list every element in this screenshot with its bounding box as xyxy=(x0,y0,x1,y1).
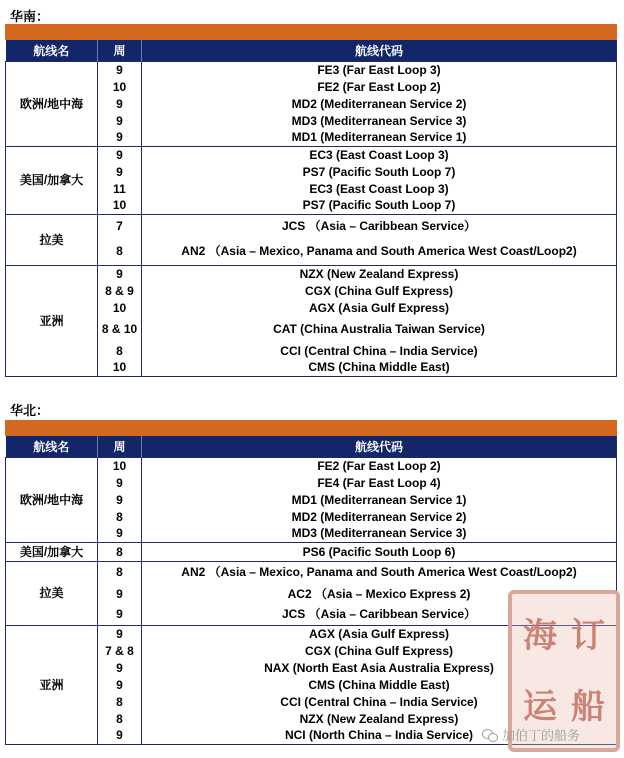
table-row xyxy=(6,96,617,113)
week-cell: 9 xyxy=(98,266,142,283)
table-row xyxy=(6,79,617,96)
south-orange-bar xyxy=(5,24,617,40)
week-cell: 8 xyxy=(98,562,142,584)
north-section-title: 华北： xyxy=(10,403,50,418)
route-code-cell: PS7 (Pacific South Loop 7) xyxy=(142,198,617,215)
table-row xyxy=(6,181,617,198)
route-code-cell: CMS (China Middle East) xyxy=(142,360,617,377)
route-code-cell: AC2 （Asia – Mexico Express 2) xyxy=(142,584,617,605)
route-code-cell: NZX (New Zealand Express) xyxy=(142,711,617,728)
week-cell: 10 xyxy=(98,79,142,96)
south-section-title: 华南： xyxy=(10,9,50,24)
header-week: 周 xyxy=(98,40,142,62)
header-route-code: 航线代码 xyxy=(142,40,617,62)
week-cell: 9 xyxy=(98,492,142,509)
table-row xyxy=(6,147,617,164)
week-cell: 8 xyxy=(98,343,142,360)
route-code-cell: CCI (Central China – India Service) xyxy=(142,343,617,360)
week-cell: 9 xyxy=(98,526,142,543)
route-code-cell: PS7 (Pacific South Loop 7) xyxy=(142,164,617,181)
route-code-cell: EC3 (East Coast Loop 3) xyxy=(142,181,617,198)
week-cell: 9 xyxy=(98,62,142,79)
seal-char: 海 xyxy=(523,615,557,656)
week-cell: 7 xyxy=(98,215,142,239)
table-row xyxy=(6,343,617,360)
route-code-cell: CAT (China Australia Taiwan Service) xyxy=(142,317,617,343)
route-code-cell: AN2 （Asia – Mexico, Panama and South America West Coast/Loop2) xyxy=(142,239,617,266)
week-cell: 10 xyxy=(98,360,142,377)
region-cell: 拉美 xyxy=(6,215,98,266)
week-cell: 9 xyxy=(98,96,142,113)
region-cell: 美国/加拿大 xyxy=(6,147,98,215)
week-cell: 8 xyxy=(98,543,142,562)
week-cell: 8 & 10 xyxy=(98,317,142,343)
week-cell: 9 xyxy=(98,605,142,626)
table-row xyxy=(6,198,617,215)
route-code-cell: AN2 （Asia – Mexico, Panama and South America West Coast/Loop2) xyxy=(142,562,617,584)
week-cell: 9 xyxy=(98,164,142,181)
week-cell: 9 xyxy=(98,113,142,130)
region-cell: 欧洲/地中海 xyxy=(6,458,98,543)
week-cell: 10 xyxy=(98,458,142,475)
table-row xyxy=(6,283,617,300)
region-cell: 拉美 xyxy=(6,562,98,626)
table-row xyxy=(6,458,617,475)
south-route-table xyxy=(5,40,617,377)
seal-char: 运 xyxy=(523,686,557,727)
week-cell: 11 xyxy=(98,181,142,198)
week-cell: 8 xyxy=(98,509,142,526)
table-row xyxy=(6,62,617,79)
route-code-cell: FE3 (Far East Loop 3) xyxy=(142,62,617,79)
table-row xyxy=(6,300,617,317)
route-code-cell: CMS (China Middle East) xyxy=(142,677,617,694)
week-cell: 7 & 8 xyxy=(98,643,142,660)
week-cell: 9 xyxy=(98,130,142,147)
week-cell: 9 xyxy=(98,147,142,164)
week-cell: 9 xyxy=(98,728,142,745)
route-code-cell: MD3 (Mediterranean Service 3) xyxy=(142,113,617,130)
north-orange-bar xyxy=(5,420,617,436)
south-table-block xyxy=(5,24,617,377)
table-row xyxy=(6,360,617,377)
table-row xyxy=(6,266,617,283)
region-cell: 亚洲 xyxy=(6,266,98,377)
route-code-cell: MD3 (Mediterranean Service 3) xyxy=(142,526,617,543)
south-table-body xyxy=(6,62,617,377)
header-route-name: 航线名 xyxy=(6,436,98,458)
route-code-cell: AGX (Asia Gulf Express) xyxy=(142,300,617,317)
route-code-cell: CGX (China Gulf Express) xyxy=(142,283,617,300)
route-code-cell: MD1 (Mediterranean Service 1) xyxy=(142,492,617,509)
route-code-cell: FE2 (Far East Loop 2) xyxy=(142,458,617,475)
header-week: 周 xyxy=(98,436,142,458)
route-code-cell: MD2 (Mediterranean Service 2) xyxy=(142,509,617,526)
week-cell: 8 & 9 xyxy=(98,283,142,300)
table-header-row xyxy=(6,40,617,62)
table-row xyxy=(6,562,617,584)
table-row xyxy=(6,526,617,543)
table-row xyxy=(6,215,617,239)
table-row xyxy=(6,113,617,130)
route-code-cell: AGX (Asia Gulf Express) xyxy=(142,626,617,643)
route-code-cell: EC3 (East Coast Loop 3) xyxy=(142,147,617,164)
route-code-cell: CGX (China Gulf Express) xyxy=(142,643,617,660)
header-route-code: 航线代码 xyxy=(142,436,617,458)
table-row xyxy=(6,164,617,181)
table-row xyxy=(6,543,617,562)
route-code-cell: NAX (North East Asia Australia Express) xyxy=(142,660,617,677)
wechat-watermark xyxy=(482,725,580,744)
route-code-cell: MD1 (Mediterranean Service 1) xyxy=(142,130,617,147)
week-cell: 9 xyxy=(98,626,142,643)
week-cell: 8 xyxy=(98,239,142,266)
route-code-cell: JCS （Asia – Caribbean Service） xyxy=(142,215,617,239)
table-row xyxy=(6,239,617,266)
route-code-cell: MD2 (Mediterranean Service 2) xyxy=(142,96,617,113)
route-code-cell: JCS （Asia – Caribbean Service） xyxy=(142,605,617,626)
week-cell: 8 xyxy=(98,694,142,711)
week-cell: 9 xyxy=(98,660,142,677)
route-code-cell: FE2 (Far East Loop 2) xyxy=(142,79,617,96)
seal-char: 船 xyxy=(571,686,605,727)
table-row xyxy=(6,130,617,147)
table-row xyxy=(6,317,617,343)
wechat-icon xyxy=(482,728,498,742)
week-cell: 9 xyxy=(98,475,142,492)
route-code-cell: CCI (Central China – India Service) xyxy=(142,694,617,711)
route-code-cell: NZX (New Zealand Express) xyxy=(142,266,617,283)
region-cell: 欧洲/地中海 xyxy=(6,62,98,147)
header-route-name: 航线名 xyxy=(6,40,98,62)
route-code-cell: PS6 (Pacific South Loop 6) xyxy=(142,543,617,562)
table-row xyxy=(6,509,617,526)
table-header-row xyxy=(6,436,617,458)
table-row xyxy=(6,475,617,492)
route-code-cell: NCI (North China – India Service) xyxy=(142,728,617,745)
week-cell: 10 xyxy=(98,300,142,317)
region-cell: 亚洲 xyxy=(6,626,98,745)
table-row xyxy=(6,492,617,509)
week-cell: 10 xyxy=(98,198,142,215)
watermark-text: 加伯丁的船务 xyxy=(502,728,581,743)
route-code-cell: FE4 (Far East Loop 4) xyxy=(142,475,617,492)
week-cell: 9 xyxy=(98,677,142,694)
region-cell: 美国/加拿大 xyxy=(6,543,98,562)
week-cell: 8 xyxy=(98,711,142,728)
seal-char: 订 xyxy=(571,615,605,656)
week-cell: 9 xyxy=(98,584,142,605)
